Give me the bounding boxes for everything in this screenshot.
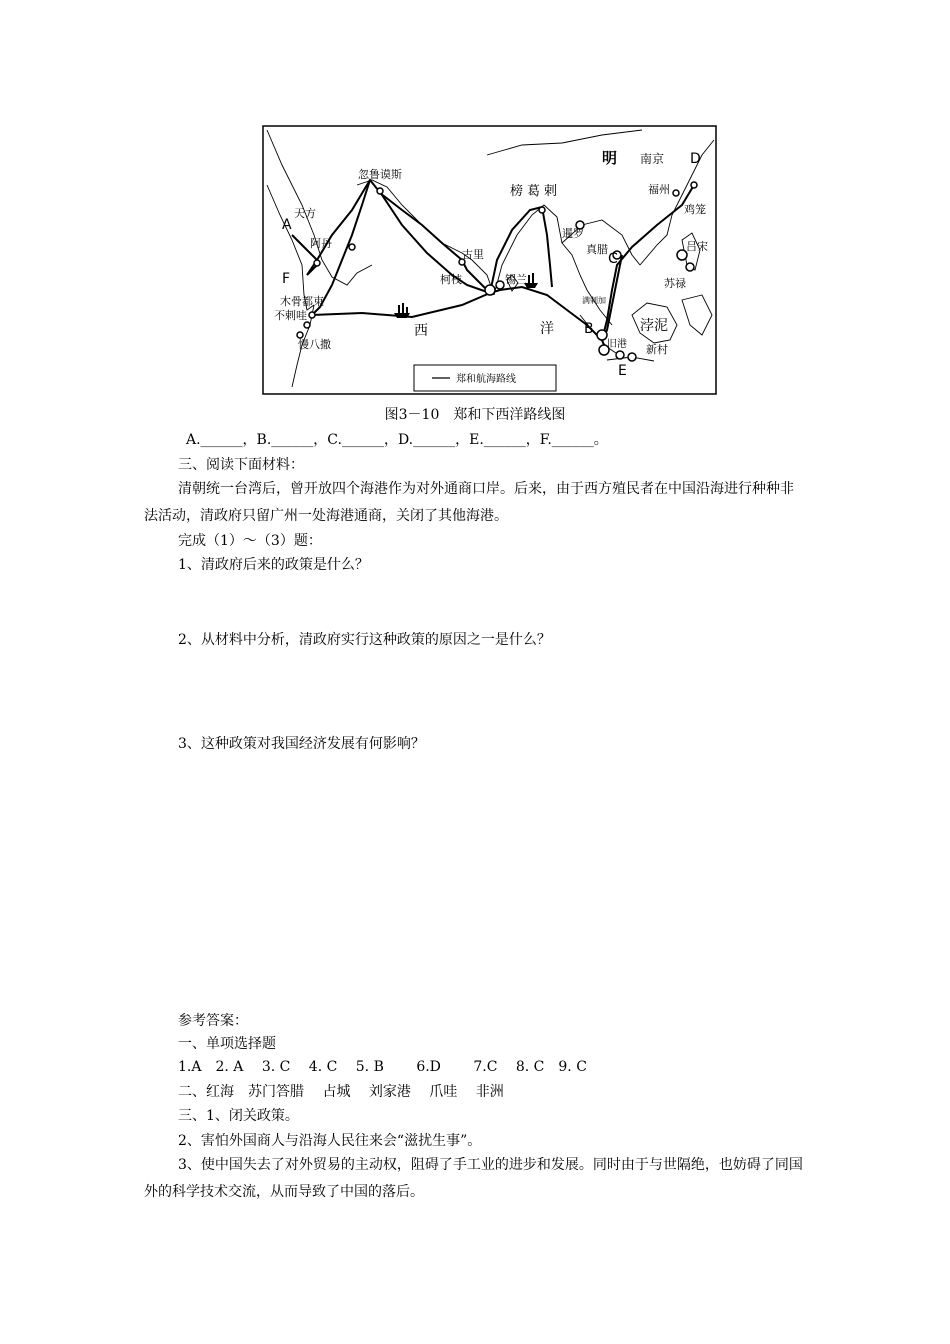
label-kezhi: 柯枝 [440,273,462,286]
label-mugudushu: 木骨都束 [280,295,324,308]
question-1: 1、清政府后来的政策是什么？ [178,557,369,573]
material-paragraph: 清朝统一台湾后，曾开放四个海港作为对外通商口岸。后来，由于西方殖民者在中国沿海进行种种非法活动，清政府只留广州一处海港通商，关闭了其他海港。 [144,481,794,524]
question-3: 3、这种政策对我国经济发展有何影响？ [178,736,425,752]
map-letter-e: E [618,363,627,379]
label-guli: 古里 [462,248,484,261]
instruction-line: 完成（1）～（3）题： [178,533,322,549]
answers-heading: 参考答案： [178,1013,248,1029]
label-mansa: 慢八撒 [298,338,331,351]
label-jiugang: 旧港 [607,339,627,350]
question-2: 2、从材料中分析，清政府实行这种政策的原因之一是什么？ [178,632,551,648]
label-zhenla: 真腊 [586,243,608,256]
label-adan: 阿丹 [310,237,332,250]
label-ming: 明 [602,149,618,167]
label-tianfang: 天方 [294,207,316,220]
map-letter-a: A [282,217,292,233]
section3-heading: 三、阅读下面材料： [178,457,304,473]
blanks-line: A.______，B.______，C.______，D.______，E.______，F.______。 [186,432,608,448]
label-manlajia: 满剌加 [582,296,606,305]
map-letter-d: D [690,151,701,167]
label-jilong: 鸡笼 [684,203,706,216]
label-sulu: 苏禄 [664,277,686,290]
zheng-he-voyage-map [262,125,717,395]
map-legend [414,365,556,391]
label-nanjing: 南京 [640,152,665,166]
label-sea-yang: 洋 [540,321,554,337]
map-letter-c: C [608,251,618,267]
answers-part3-1: 三、1、闭关政策。 [178,1108,299,1124]
answers-part3-3: 3、使中国失去了对外贸易的主动权，阻碍了手工业的进步和发展。同时由于与世隔绝，也妨碍了同国外的科学技术交流，从而导致了中国的落后。 [144,1157,803,1200]
answers-part2: 二、红海 苏门答腊 占城 刘家港 爪哇 非洲 [178,1084,504,1100]
answers-part1-title: 一、单项选择题 [178,1036,276,1052]
label-sea-xi: 西 [414,323,428,339]
label-bulawa: 不剌哇 [274,309,307,322]
map-letter-b: B [584,321,594,337]
label-fuzhou: 福州 [648,183,670,196]
label-xianluo: 暹罗 [562,227,584,240]
figure-caption: 图3－10 郑和下西洋路线图 [384,407,566,423]
label-hulumosi: 忽鲁谟斯 [358,168,402,181]
answers-part3-2: 2、害怕外国商人与沿海人民往来会“滋扰生事”。 [178,1133,482,1149]
map-letter-f: F [282,271,291,287]
legend-label: 郑和航海路线 [456,374,516,385]
label-lvsong: 吕宋 [686,240,708,253]
label-xilan: 锡兰 [505,273,527,286]
label-xincun: 新村 [646,343,668,356]
answers-part1-list: 1.A 2. A 3. C 4. C 5. B 6.D 7.C 8. C 9. C [178,1059,587,1075]
label-bangela: 榜葛剌 [510,184,562,199]
label-boni: 浡泥 [640,318,668,334]
